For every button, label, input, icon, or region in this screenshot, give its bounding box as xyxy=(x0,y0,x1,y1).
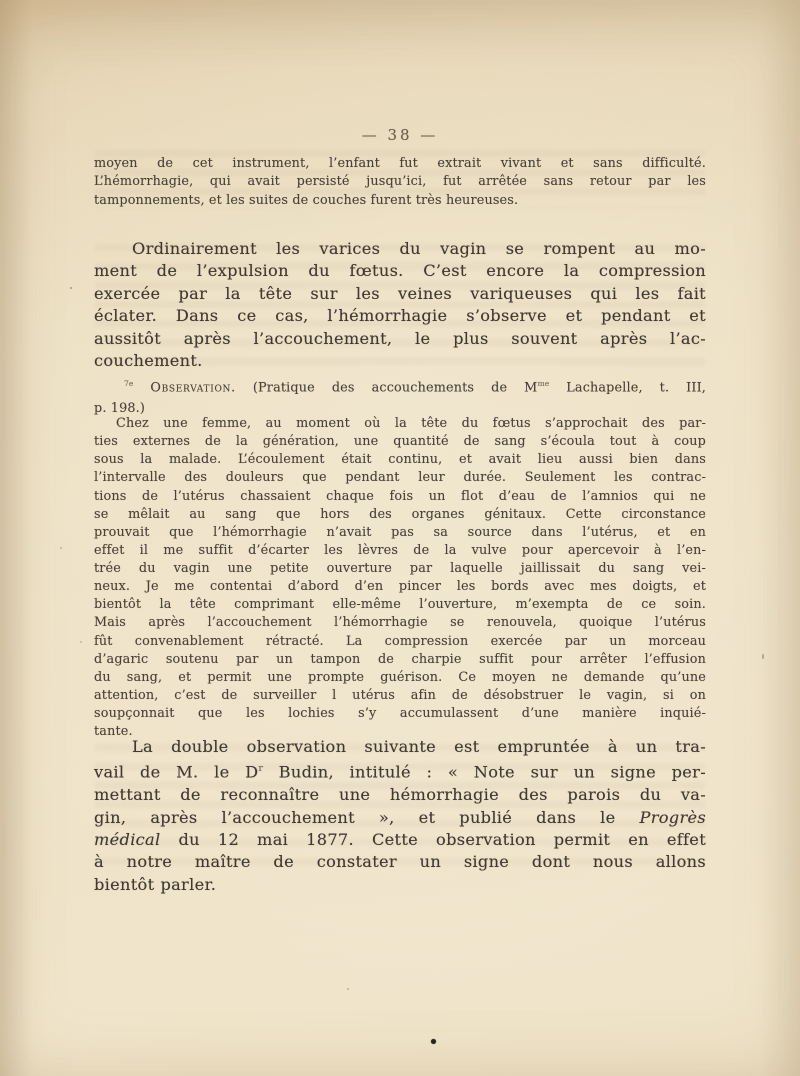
paper-speck xyxy=(80,641,82,643)
text-line xyxy=(94,283,706,305)
text-segment: trée du vagin une petite ouverture par laquelle jaillissait du sang vei- xyxy=(94,561,706,576)
paper-speck xyxy=(60,547,62,549)
text-line xyxy=(94,758,706,784)
text-segment: ment de l’expulsion du fœtus. C’est encore la compression xyxy=(94,261,706,281)
text-segment: attention, c’est de surveiller l utérus afin de désobstruer le vagin, si on xyxy=(94,687,706,703)
text-line xyxy=(94,469,706,487)
text-line xyxy=(94,260,706,282)
ink-spot xyxy=(431,1039,436,1044)
page-number: — 38 — xyxy=(361,126,439,144)
text-line xyxy=(94,614,706,632)
text-segment: tamponnements, et les suites de couches furent très heureuses. xyxy=(94,192,519,208)
paper-speck xyxy=(70,287,72,289)
text-segment: Ordinairement les varices du vagin se rompent au mo- xyxy=(132,239,706,258)
text-line xyxy=(94,542,706,560)
text-line xyxy=(94,874,706,896)
text-line xyxy=(94,651,706,669)
text-line xyxy=(94,687,706,705)
text-line xyxy=(94,633,706,651)
observation-body xyxy=(94,415,706,741)
paragraph-intro-continuation xyxy=(94,155,706,210)
text-segment: effet il me suffit d’écarter les lèvres de la vulve pour apercevoir à l’en- xyxy=(94,542,706,558)
text-segment: éclater. Dans ce cas, l’hémorrhagie s’observe et pendant et xyxy=(94,306,706,326)
text-segment: me xyxy=(537,379,550,388)
text-segment: L’hémorrhagie, qui avait persisté jusqu’ici, fut arrêtée sans retour par les xyxy=(94,174,706,190)
text-segment: moyen de cet instrument, l’enfant fut extrait vivant et sans difficulté. xyxy=(94,156,706,171)
text-line xyxy=(94,784,706,806)
text-segment: sous la malade. L’écoulement était continu, et avait lieu aussi bien dans xyxy=(94,452,706,468)
text-segment xyxy=(133,380,150,395)
text-line xyxy=(94,155,706,173)
text-segment: (Pratique des accouchements de M xyxy=(235,380,538,396)
text-line xyxy=(94,807,706,829)
text-segment: tions de l’utérus chassaient chaque fois un flot d’eau de l’amnios qui ne xyxy=(94,488,706,504)
text-segment: bientôt parler. xyxy=(94,874,217,894)
text-line xyxy=(94,488,706,506)
text-line xyxy=(94,374,706,399)
text-line xyxy=(94,736,706,758)
paper-speck xyxy=(762,654,764,659)
observation-heading xyxy=(94,374,706,419)
text-line xyxy=(94,506,706,524)
text-segment: exercée par la tête sur les veines variqueuses qui les fait xyxy=(94,283,706,303)
text-segment: l’intervalle des douleurs que pendant leur durée. Seulement les contrac- xyxy=(94,470,706,486)
text-line xyxy=(94,328,706,350)
text-segment: médical xyxy=(94,830,161,850)
text-line xyxy=(94,238,706,260)
text-segment: ties externes de la génération, une quantité de sang s’écoula tout à coup xyxy=(94,434,706,450)
text-line xyxy=(94,829,706,851)
text-segment: vail de M. le D xyxy=(94,762,259,782)
text-line xyxy=(94,596,706,614)
text-segment: Mais après l’accouchement l’hémorrhagie se renouvela, quoique l’utérus xyxy=(94,615,706,631)
text-line xyxy=(94,451,706,469)
text-segment: gin, après l’accouchement », et publié dans le xyxy=(94,807,640,827)
text-segment: aussitôt après l’accouchement, le plus souvent après l’ac- xyxy=(94,328,706,348)
text-line xyxy=(94,524,706,542)
text-segment: mettant de reconnaître une hémorrhagie des parois du va- xyxy=(94,785,706,805)
text-segment: Progrès xyxy=(639,807,706,827)
paragraph-varices xyxy=(94,238,706,372)
text-segment: p. 198.) xyxy=(94,400,146,416)
text-line xyxy=(94,415,706,433)
paper-speck xyxy=(347,988,349,990)
text-line xyxy=(94,705,706,723)
text-line xyxy=(94,578,706,596)
text-line xyxy=(94,433,706,451)
text-segment: prouvait que l’hémorrhagie n’avait pas sa source dans l’utérus, et en xyxy=(94,524,706,540)
text-line xyxy=(94,669,706,687)
text-line xyxy=(94,192,706,210)
text-segment: couchement. xyxy=(94,351,203,371)
text-segment: Observation. xyxy=(150,380,236,396)
text-segment: soupçonnait que les lochies s’y accumulassent d’une manière inquié- xyxy=(94,706,706,721)
text-segment: r xyxy=(258,763,264,775)
text-segment: fût convenablement rétracté. La compression exercée par un morceau xyxy=(94,633,706,649)
text-segment: La double observation suivante est empruntée à un tra- xyxy=(132,737,706,756)
text-segment: neux. Je me contentai d’abord d’en pincer les bords avec mes doigts, et xyxy=(94,579,706,595)
text-segment: 7e xyxy=(124,379,134,388)
text-segment: du sang, et permit une prompte guérison. Ce moyen ne demande qu’une xyxy=(94,669,706,685)
text-segment: tante. xyxy=(94,724,133,740)
text-segment: Chez une femme, au moment où la tête du fœtus s’approchait des par- xyxy=(116,416,706,431)
text-segment: du 12 mai 1877. Cette observation permit en effet xyxy=(160,830,706,850)
paragraph-closing xyxy=(94,736,706,896)
text-segment: d’agaric soutenu par un tampon de charpie suffit pour arrêter l’effusion xyxy=(94,651,706,667)
text-line xyxy=(94,350,706,372)
text-segment: bientôt la tête comprimant elle-même l’ouverture, m’exempta de ce soin. xyxy=(94,597,706,613)
text-segment: à notre maître de constater un signe dont nous allons xyxy=(94,852,706,872)
text-line xyxy=(94,173,706,191)
text-segment: se mêlait au sang que hors des organes génitaux. Cette circonstance xyxy=(94,506,706,522)
text-segment: Budin, intitulé : « Note sur un signe per- xyxy=(263,762,706,782)
text-line xyxy=(94,560,706,578)
text-line xyxy=(94,851,706,873)
text-segment: Lachapelle, t. III, xyxy=(549,380,707,396)
text-line xyxy=(94,305,706,327)
